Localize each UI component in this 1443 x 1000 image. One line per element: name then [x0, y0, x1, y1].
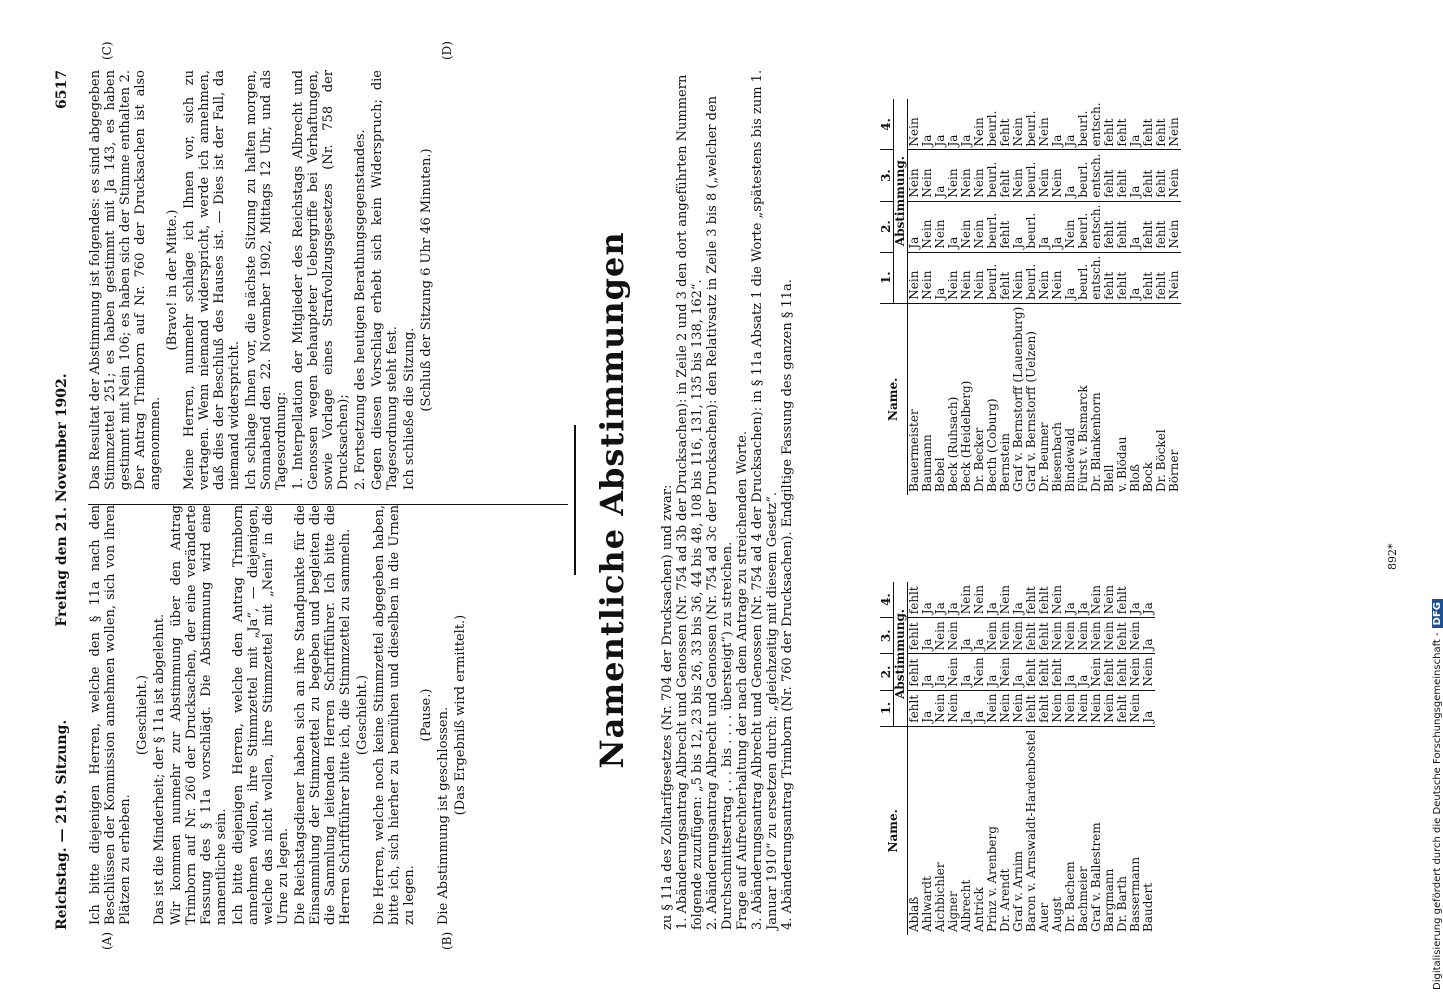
vote-cell: Nein	[1012, 690, 1025, 726]
vote-cell: Nein	[1077, 690, 1090, 726]
vote-cell: Nein	[1038, 150, 1051, 201]
vote-cell: Ja	[921, 690, 934, 726]
col-header: 4.	[880, 582, 894, 618]
member-name: Becth (Coburg)	[985, 398, 999, 492]
name-header: Name.	[880, 726, 908, 935]
vote-cell: Ja	[986, 654, 999, 690]
paragraph: Meine Herren, nunmehr schlage ich Ihnen vor, sich zu vertagen. Wenn niemand widerspricht, werde ich annehmen, daß dies der Beschluß des Hauses ist. — Dies ist der Fall, da niemand widerspricht.	[182, 70, 242, 490]
vote-cell: fehlt	[999, 99, 1012, 150]
vote-cell: Nein	[947, 654, 960, 690]
paragraph: Die Reichstagsdiener haben sich an ihre Standpunkte für die Einsammlung der Stimmzettel zu begeben und begleiten die die Sammlung leitenden Herren Schriftführer. Ich bitte die Herren Schriftführer bitte ich, die Stimmzettel zu sammeln.	[293, 505, 353, 925]
funding-note: Digitalisierung gefördert durch die Deutsche Forschungsgemeinschaft -	[1432, 632, 1443, 990]
paragraph: (Pause.)	[419, 688, 434, 742]
vote-cell: fehlt	[908, 690, 922, 726]
member-name: Augst	[1050, 896, 1064, 932]
vote-cell: fehlt	[1116, 582, 1129, 618]
motion-item: 4. Abänderungsantrag Trimborn (Nr. 760 der Drucksachen). Endgiltige Fassung des ganzen § 11a.	[780, 279, 795, 930]
vote-cell: fehlt	[1116, 252, 1129, 303]
vote-cell: Nein	[934, 618, 947, 654]
vote-cell: beurl.	[986, 252, 999, 303]
member-name: Graf v. Arnim	[1011, 850, 1025, 932]
member-name: Bock	[1141, 461, 1155, 492]
vote-cell: Nein	[908, 252, 922, 303]
vote-cell: Ja	[1129, 252, 1142, 303]
vote-cell: beurl.	[1025, 150, 1038, 201]
vote-cell: beurl.	[1025, 252, 1038, 303]
vote-cell: fehlt	[1155, 150, 1168, 201]
table-row	[908, 582, 922, 935]
member-name: Ahlwardt	[920, 876, 934, 932]
paragraph: 1. Interpellation der Mitglieder des Reichstags Albrecht und Genossen wegen behaupteter Uebergriffe bei Verhaftungen, sowie Vorlage eines Strafvollzugsgesetzes (Nr. 758 der Drucksachen);	[291, 70, 351, 490]
vote-cell: fehlt	[1116, 150, 1129, 201]
col-header: 2.	[880, 654, 894, 690]
vote-cell: Nein	[1090, 690, 1103, 726]
vote-cell: Ja	[934, 582, 947, 618]
vote-cell: entsch.	[1090, 99, 1103, 150]
vote-cell: fehlt	[1116, 99, 1129, 150]
paragraph: Das ist die Minderheit; der § 11a ist abgelehnt.	[152, 613, 167, 925]
member-name: Aichbichler	[933, 862, 947, 932]
vote-cell: Ja	[960, 618, 973, 654]
vote-cell: Nein	[1012, 618, 1025, 654]
vote-cell: Ja	[1077, 654, 1090, 690]
vote-cell: Ja	[1129, 201, 1142, 252]
paragraph: (Schluß der Sitzung 6 Uhr 46 Minuten.)	[419, 148, 434, 412]
vote-cell: fehlt	[1142, 201, 1155, 252]
vote-cell: fehlt	[908, 654, 922, 690]
vote-cell: Ja	[973, 618, 986, 654]
vote-cell: fehlt	[1038, 618, 1051, 654]
vote-cell: Ja	[986, 582, 999, 618]
vote-cell: Nein	[973, 201, 986, 252]
vote-cell: Nein	[947, 150, 960, 201]
paragraph: Die Abstimmung ist geschlossen.	[436, 706, 451, 925]
motion-item: Frage auf Aufrechterhaltung der nach dem Antrage zu streichenden Worte.	[735, 430, 750, 930]
vote-cell: Nein	[1064, 690, 1077, 726]
vote-cell: Nein	[921, 150, 934, 201]
vote-cell: beurl.	[986, 99, 999, 150]
vote-cell: Ja	[960, 99, 973, 150]
vote-cell: Nein	[1051, 582, 1064, 618]
vote-cell: beurl.	[1077, 201, 1090, 252]
vote-cell: Nein	[1051, 690, 1064, 726]
vote-cell: Ja	[1142, 582, 1155, 618]
motions-list	[660, 50, 795, 930]
vote-cell: Nein	[934, 201, 947, 252]
member-name: Bernstein	[998, 432, 1012, 492]
vote-cell: Ja	[1064, 654, 1077, 690]
margin-mark-b: (B)	[440, 931, 454, 950]
vote-cell: Nein	[1038, 252, 1051, 303]
member-name: Dr. Becker	[972, 427, 986, 492]
vote-cell: Nein	[1103, 690, 1116, 726]
vote-cell: Nein	[921, 201, 934, 252]
member-name: Bachmeier	[1076, 866, 1090, 932]
member-name: Beck (Ruhsach)	[946, 396, 960, 492]
vote-cell: fehlt	[1038, 582, 1051, 618]
vote-cell: Ja	[947, 99, 960, 150]
margin-mark-a: (A)	[100, 931, 114, 950]
vote-cell: Nein	[960, 150, 973, 201]
member-name: Bargmann	[1102, 868, 1116, 932]
vote-table-right	[880, 99, 1181, 495]
vote-cell: fehlt	[1116, 201, 1129, 252]
vote-cell: Ja	[1012, 201, 1025, 252]
member-name: Graf v. Ballestrem	[1089, 822, 1103, 932]
paragraph: Wir kommen nunmehr zur Abstimmung über den Antrag Trimborn auf Nr. 260 der Drucksachen, der eine veränderte Fassung des § 11a vorschlägt. Die Abstimmung wird eine namentliche sein.	[169, 505, 229, 925]
vote-cell: beurl.	[1025, 99, 1038, 150]
vote-cell: Nein	[973, 654, 986, 690]
col-header: 1.	[880, 252, 894, 303]
vote-cell: Nein	[999, 654, 1012, 690]
vote-cell: fehlt	[999, 150, 1012, 201]
member-name: Baron v. Arnswaldt-Hardenbostel	[1024, 729, 1038, 932]
vote-cell: fehlt	[1025, 654, 1038, 690]
member-name: Bebel	[933, 457, 947, 492]
vote-cell: Nein	[986, 690, 999, 726]
vote-cell: Ja	[1064, 582, 1077, 618]
vote-cell: Ja	[1064, 99, 1077, 150]
member-name: Baumann	[920, 434, 934, 492]
member-name: v. Blödau	[1115, 436, 1129, 492]
table-row	[960, 582, 973, 935]
vote-cell: fehlt	[1142, 99, 1155, 150]
vote-cell: beurl.	[1077, 99, 1090, 150]
paragraph: Ich schlage Ihnen vor, die nächste Sitzung zu halten morgen, Sonnabend den 22. November 1902, Mittags 12 Uhr, und als Tagesordnung:	[244, 70, 289, 490]
vote-cell: Nein	[1168, 252, 1181, 303]
vote-cell: Ja	[1012, 654, 1025, 690]
vote-cell: fehlt	[999, 252, 1012, 303]
vote-cell: Nein	[1129, 618, 1142, 654]
section-rule	[574, 425, 576, 575]
member-name: Fürst v. Bismarck	[1076, 385, 1090, 492]
vote-cell: beurl.	[1025, 201, 1038, 252]
member-name: Blell	[1102, 464, 1116, 492]
vote-header: Abstimmung.	[894, 99, 908, 303]
vote-cell: Nein	[947, 252, 960, 303]
vote-cell: Ja	[1129, 99, 1142, 150]
vote-cell: Nein	[1129, 654, 1142, 690]
paragraph: Ich bitte diejenigen Herren, welche den § 11a nach den Beschlüssen der Kommission annehmen wollen, sich von ihren Plätzen zu erheben.	[88, 505, 133, 925]
vote-cell: fehlt	[1116, 654, 1129, 690]
vote-cell: Ja	[1064, 150, 1077, 201]
page-number: 6517	[54, 70, 70, 109]
table-row	[1142, 582, 1155, 935]
vote-cell: Ja	[947, 201, 960, 252]
vote-cell: fehlt	[1116, 690, 1129, 726]
vote-cell: entsch.	[1090, 150, 1103, 201]
vote-cell: Nein	[960, 201, 973, 252]
col-header: 2.	[880, 201, 894, 252]
member-name: Biesenbach	[1050, 421, 1064, 492]
vote-cell: Ja	[1142, 618, 1155, 654]
vote-cell: Ja	[1129, 582, 1142, 618]
section-title: Namentliche Abstimmungen	[593, 231, 631, 769]
col-header: 1.	[880, 690, 894, 726]
vote-cell: fehlt	[1103, 654, 1116, 690]
member-name: Graf v. Bernstorff (Uelzen)	[1024, 331, 1038, 492]
vote-cell: Ja	[1064, 252, 1077, 303]
member-name: Albrecht	[959, 879, 973, 932]
vote-cell: fehlt	[1155, 99, 1168, 150]
paragraph: 2. Fortsetzung des heutigen Berathungsgegenstandes.	[353, 129, 368, 490]
member-name: Dr. Arendt	[998, 868, 1012, 932]
vote-cell: fehlt	[1116, 618, 1129, 654]
vote-cell: Nein	[973, 150, 986, 201]
member-name: Bauermeister	[907, 409, 921, 492]
vote-cell: Nein	[960, 252, 973, 303]
vote-cell: Ja	[934, 99, 947, 150]
vote-cell: Ja	[1051, 99, 1064, 150]
table-row	[1168, 99, 1181, 495]
vote-cell: Nein	[1038, 99, 1051, 150]
vote-cell: Nein	[986, 618, 999, 654]
member-name: Antrick	[972, 887, 986, 932]
paragraph: (Geschieht.)	[355, 674, 370, 756]
vote-cell: fehlt	[1038, 654, 1051, 690]
motion-item: 2. Abänderungsantrag Albrecht und Genossen (Nr. 754 ad 3c der Drucksachen): den Relativsatz in Zeile 3 bis 8 („welcher den Durchschnittsertrag . . . bis . . . . übersteigt“) zu streichen.	[705, 95, 735, 930]
vote-cell: Nein	[1090, 654, 1103, 690]
member-name: Dr. Beumer	[1037, 422, 1051, 492]
vote-cell: fehlt	[1025, 690, 1038, 726]
vote-cell: beurl.	[1077, 252, 1090, 303]
vote-cell: Nein	[1168, 150, 1181, 201]
motion-item: zu § 11a des Zolltarifgesetzes (Nr. 704 der Drucksachen) und zwar:	[660, 484, 675, 930]
vote-cell: beurl.	[986, 150, 999, 201]
vote-cell: Ja	[934, 654, 947, 690]
vote-cell: Nein	[1064, 618, 1077, 654]
vote-cell: Ja	[973, 690, 986, 726]
vote-cell: Nein	[934, 690, 947, 726]
motion-item: 3. Abänderungsantrag Albrecht und Genossen (Nr. 754 ad 4 der Drucksachen): in § 11a Absatz 1 die Worte „spätestens bis zum 1. Januar 1910“ zu ersetzen durch: „gleichzeitig mit diesem Gesetz“.	[750, 69, 780, 930]
vote-cell: fehlt	[999, 201, 1012, 252]
vote-cell: Nein	[921, 252, 934, 303]
margin-mark-c: (C)	[100, 41, 114, 60]
vote-cell: fehlt	[1025, 618, 1038, 654]
member-name: Aigner	[946, 891, 960, 932]
vote-cell: Nein	[1168, 201, 1181, 252]
vote-cell: Nein	[973, 582, 986, 618]
vote-cell: fehlt	[1155, 201, 1168, 252]
paragraph: Ich schließe die Sitzung.	[402, 327, 417, 490]
vote-cell: Ja	[921, 618, 934, 654]
vote-cell: Nein	[908, 99, 922, 150]
vote-cell: Ja	[1129, 150, 1142, 201]
left-column	[88, 505, 470, 925]
name-header: Name.	[880, 303, 908, 495]
vote-cell: Nein	[1012, 99, 1025, 150]
paragraph: Die Herren, welche noch keine Stimmzettel abgegeben haben, bitte ich, sich hierher zu bemühen und dieselben in die Urnen zu legen.	[372, 505, 417, 925]
vote-cell: Ja	[921, 99, 934, 150]
col-header: 3.	[880, 618, 894, 654]
vote-cell: Nein	[1103, 582, 1116, 618]
vote-cell: Nein	[908, 150, 922, 201]
vote-cell: fehlt	[1155, 252, 1168, 303]
vote-cell: fehlt	[908, 618, 922, 654]
paragraph: (Bravo! in der Mitte.)	[165, 209, 180, 351]
column-divider	[88, 504, 568, 505]
vote-cell: Nein	[1012, 150, 1025, 201]
vote-cell: Nein	[1051, 150, 1064, 201]
vote-cell: Ja	[921, 582, 934, 618]
vote-cell: Nein	[947, 690, 960, 726]
vote-cell: Nein	[1064, 201, 1077, 252]
member-name: Bloß	[1128, 464, 1142, 492]
vote-cell: Nein	[1090, 582, 1103, 618]
member-name: Ablaß	[907, 896, 921, 932]
vote-cell: fehlt	[1103, 252, 1116, 303]
vote-cell: fehlt	[1142, 252, 1155, 303]
dfg-logo: DFG	[1432, 599, 1443, 628]
vote-table-left	[880, 582, 1155, 935]
paragraph: (Geschieht.)	[135, 674, 150, 756]
margin-mark-d: (D)	[440, 41, 454, 60]
vote-cell: Ja	[1077, 582, 1090, 618]
vote-cell: fehlt	[1103, 150, 1116, 201]
col-header: 4.	[880, 99, 894, 150]
vote-header: Abstimmung.	[894, 582, 908, 726]
vote-cell: Nein	[960, 582, 973, 618]
right-column	[88, 70, 436, 490]
member-name: Dr. Blankenhorn	[1089, 392, 1103, 492]
vote-cell: Nein	[1051, 252, 1064, 303]
paragraph: Das Resultat der Abstimmung ist folgendes: es sind abgegeben Stimmzettel 251; es haben gestimmt mit Ja 143, es haben gestimmt mit Nein 106; es haben sich der Stimme enthalten 2. Der Antrag Trimborn auf Nr. 760 der Drucksachen ist also angenommen.	[88, 70, 163, 490]
vote-cell: Nein	[1051, 618, 1064, 654]
vote-cell: Ja	[934, 150, 947, 201]
vote-cell: Ja	[960, 654, 973, 690]
vote-cell: fehlt	[908, 582, 922, 618]
paragraph: Gegen diesen Vorschlag erhebt sich kein Widerspruch; die Tagesordnung steht fest.	[370, 70, 400, 490]
vote-cell: fehlt	[1025, 582, 1038, 618]
vote-cell: Nein	[973, 252, 986, 303]
vote-cell: Ja	[960, 690, 973, 726]
vote-cell: fehlt	[1051, 654, 1064, 690]
vote-cell: Ja	[1012, 582, 1025, 618]
member-name: Börner	[1167, 449, 1181, 492]
vote-cell: Ja	[934, 252, 947, 303]
col-header: 3.	[880, 150, 894, 201]
vote-cell: fehlt	[1142, 150, 1155, 201]
vote-cell: Nein	[999, 690, 1012, 726]
vote-cell: beurl.	[986, 201, 999, 252]
member-name: Dr. Böckel	[1154, 429, 1168, 492]
vote-cell: Nein	[999, 582, 1012, 618]
vote-cell: entsch.	[1090, 252, 1103, 303]
vote-cell: Ja	[1051, 201, 1064, 252]
paragraph: Ich bitte diejenigen Herren, welche den Antrag Trimborn annehmen wollen, ihre Stimmzettel mit „Ja“, — diejenigen, welche das nicht wollen, ihre Stimmzettel mit „Nein“ in die Urne zu legen.	[231, 505, 291, 925]
vote-cell: Nein	[1168, 99, 1181, 150]
member-name: Beck (Heidelberg)	[959, 380, 973, 492]
motion-item: 1. Abänderungsantrag Albrecht und Genossen (Nr. 754 ad 3b der Drucksachen): in Zeile 2 und 3 den dort angeführten Nummern folgende zuzufügen: „5 bis 12, 23 bis 26, 33 bis 36, 44 bis 48, 108 bis 116, 131, 135 bis 138, 162“.	[675, 74, 705, 930]
side-text	[1432, 10, 1443, 990]
member-name: Dr. Bachem	[1063, 861, 1077, 932]
vote-cell: Nein	[947, 618, 960, 654]
member-name: Prinz v. Arenberg	[985, 826, 999, 932]
vote-cell: Nein	[1012, 252, 1025, 303]
paragraph: (Das Ergebniß wird ermittelt.)	[453, 614, 468, 816]
vote-cell: Nein	[1142, 654, 1155, 690]
vote-cell: Nein	[1103, 618, 1116, 654]
vote-cell: Ja	[908, 201, 922, 252]
member-name: Bindewald	[1063, 427, 1077, 492]
vote-cell: Nein	[999, 618, 1012, 654]
member-name: Auer	[1037, 902, 1051, 932]
header-date: Freitag den 21. November 1902.	[54, 373, 70, 627]
vote-cell: Nein	[1077, 618, 1090, 654]
member-name: Bassermann	[1128, 856, 1142, 932]
side-note	[1418, 10, 1443, 990]
member-name: Graf v. Bernstorff (Lauenburg)	[1011, 306, 1025, 492]
vote-cell: Nein	[1129, 690, 1142, 726]
member-name: Dr. Barth	[1115, 876, 1129, 932]
header-left: Reichstag. — 219. Sitzung.	[54, 719, 70, 930]
vote-cell: entsch.	[1090, 201, 1103, 252]
signature-mark: 892*	[1386, 543, 1399, 570]
vote-cell: Ja	[1038, 201, 1051, 252]
vote-cell: Ja	[1142, 690, 1155, 726]
vote-cell: fehlt	[1103, 201, 1116, 252]
vote-cell: beurl.	[1077, 150, 1090, 201]
member-name: Baudert	[1141, 882, 1155, 932]
vote-cell: Nein	[973, 99, 986, 150]
vote-cell: Ja	[947, 582, 960, 618]
vote-cell: fehlt	[1103, 99, 1116, 150]
table-row	[908, 99, 922, 495]
vote-cell: fehlt	[1038, 690, 1051, 726]
vote-cell: Nein	[1090, 618, 1103, 654]
vote-cell: Ja	[921, 654, 934, 690]
